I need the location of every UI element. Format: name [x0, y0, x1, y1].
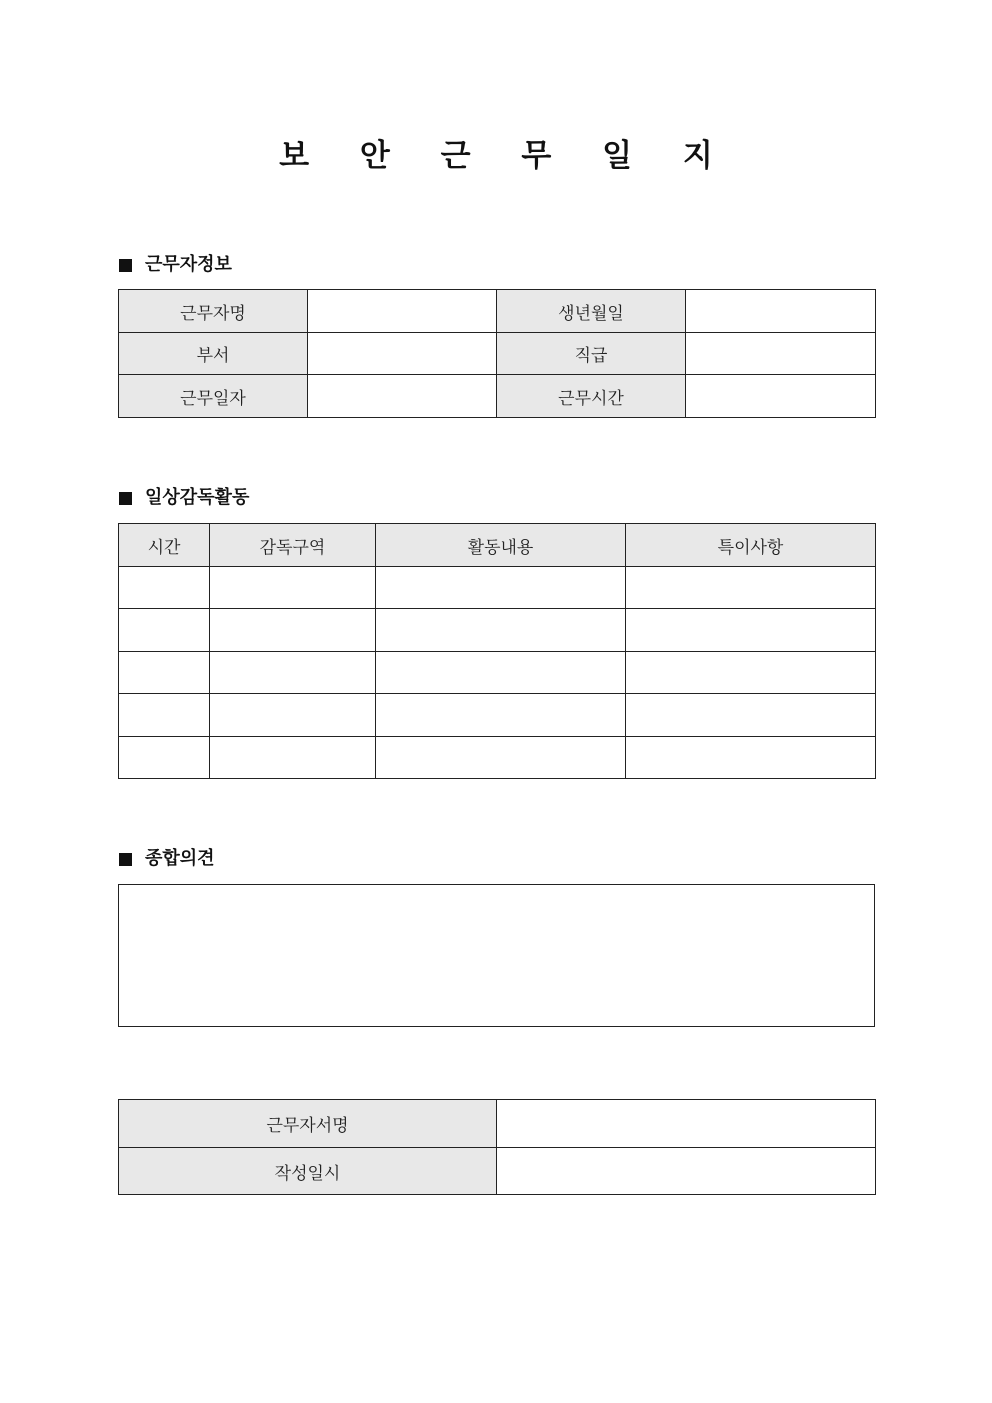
remarks-cell[interactable]	[626, 652, 876, 694]
position-field[interactable]	[686, 333, 876, 375]
column-header-time: 시간	[119, 524, 210, 567]
written-datetime-label: 작성일시	[119, 1148, 497, 1195]
table-row	[119, 333, 876, 375]
table-row	[119, 290, 876, 333]
department-field[interactable]	[308, 333, 497, 375]
time-cell[interactable]	[119, 737, 210, 779]
section-heading-label: 근무자정보	[145, 254, 232, 275]
table-row	[119, 1148, 876, 1195]
section-heading-label: 일상감독활동	[145, 487, 250, 508]
table-row	[119, 609, 876, 652]
worker-name-label: 근무자명	[119, 290, 308, 333]
activities-table	[118, 523, 876, 779]
opinion-textarea[interactable]	[118, 884, 875, 1027]
position-label: 직급	[497, 333, 686, 375]
table-row	[119, 694, 876, 737]
birth-date-field[interactable]	[686, 290, 876, 333]
work-hours-label: 근무시간	[497, 375, 686, 418]
document-title: 보 안 근 무 일 지	[279, 138, 733, 174]
table-row	[119, 652, 876, 694]
section-heading-worker-info	[119, 253, 232, 277]
square-bullet-icon	[119, 259, 132, 272]
section-heading-label: 종합의견	[145, 848, 215, 869]
section-heading-opinion	[119, 847, 215, 871]
zone-cell[interactable]	[210, 652, 376, 694]
worker-name-field[interactable]	[308, 290, 497, 333]
section-heading-activities	[119, 486, 249, 510]
zone-cell[interactable]	[210, 609, 376, 652]
worker-signature-label: 근무자서명	[119, 1100, 497, 1148]
table-header-row	[119, 524, 876, 567]
time-cell[interactable]	[119, 609, 210, 652]
time-cell[interactable]	[119, 567, 210, 609]
remarks-cell[interactable]	[626, 609, 876, 652]
activity-cell[interactable]	[376, 737, 626, 779]
birth-date-label: 생년월일	[497, 290, 686, 333]
work-hours-field[interactable]	[686, 375, 876, 418]
table-row	[119, 1100, 876, 1148]
square-bullet-icon	[119, 492, 132, 505]
activity-cell[interactable]	[376, 694, 626, 737]
department-label: 부서	[119, 333, 308, 375]
table-row	[119, 737, 876, 779]
square-bullet-icon	[119, 853, 132, 866]
written-datetime-field[interactable]	[497, 1148, 876, 1195]
zone-cell[interactable]	[210, 737, 376, 779]
zone-cell[interactable]	[210, 694, 376, 737]
time-cell[interactable]	[119, 652, 210, 694]
column-header-activity: 활동내용	[376, 524, 626, 567]
activity-cell[interactable]	[376, 652, 626, 694]
work-date-field[interactable]	[308, 375, 497, 418]
zone-cell[interactable]	[210, 567, 376, 609]
worker-info-table	[118, 289, 876, 418]
column-header-remarks: 특이사항	[626, 524, 876, 567]
remarks-cell[interactable]	[626, 694, 876, 737]
remarks-cell[interactable]	[626, 737, 876, 779]
column-header-zone: 감독구역	[210, 524, 376, 567]
time-cell[interactable]	[119, 694, 210, 737]
table-row	[119, 375, 876, 418]
activity-cell[interactable]	[376, 609, 626, 652]
signature-table	[118, 1099, 876, 1195]
work-date-label: 근무일자	[119, 375, 308, 418]
worker-signature-field[interactable]	[497, 1100, 876, 1148]
activity-cell[interactable]	[376, 567, 626, 609]
table-row	[119, 567, 876, 609]
remarks-cell[interactable]	[626, 567, 876, 609]
